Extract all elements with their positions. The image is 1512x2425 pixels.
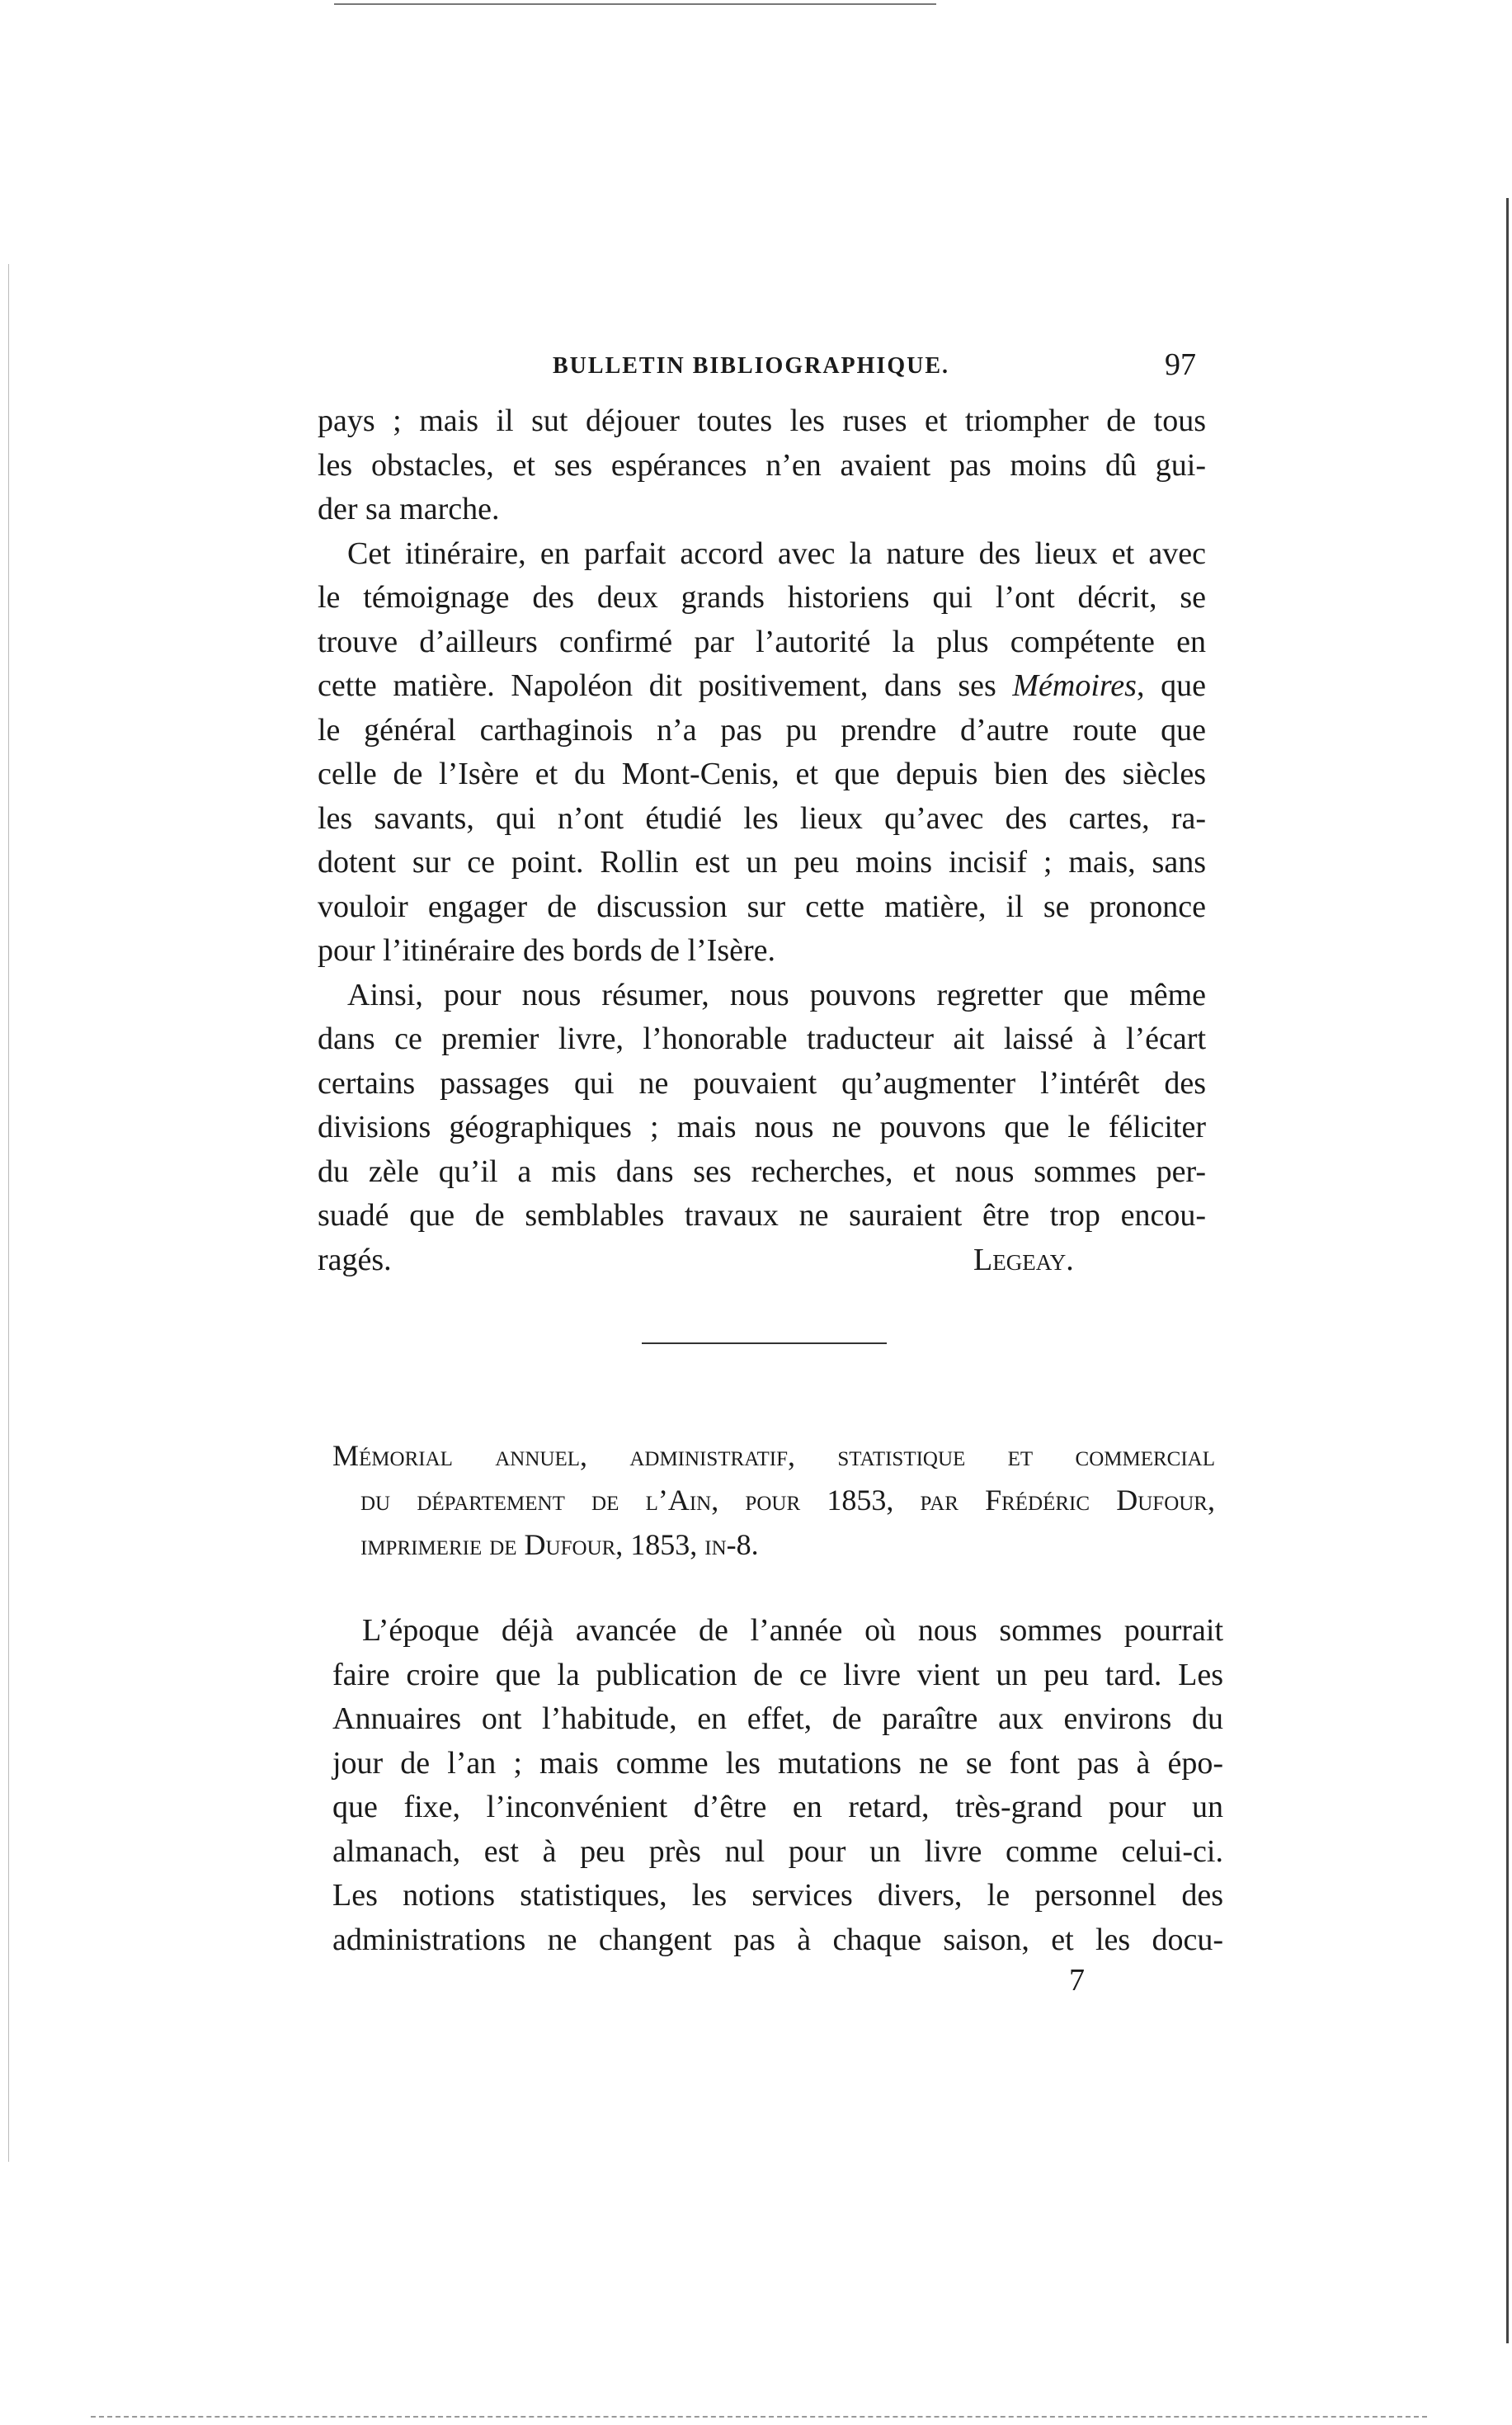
text-line: le témoignage des deux grands historiens qui l’ont décrit, se [318, 580, 1206, 615]
signature-mark: 7 [1069, 1963, 1085, 1998]
heading-line: imprimerie de Dufour, 1853, in-8. [360, 1528, 759, 1561]
text-line: Ainsi, pour nous résumer, nous pouvons regretter que même [347, 977, 1206, 1012]
text-line: Les notions statistiques, les services divers, le personnel des [332, 1878, 1223, 1913]
review-1-text [318, 399, 1206, 1282]
heading-line: du département de l’Ain, pour 1853, par Frédéric Dufour, [360, 1484, 1215, 1517]
text-line: divisions géographiques ; mais nous ne pouvons que le féliciter [318, 1110, 1206, 1144]
running-head [0, 347, 1512, 388]
last-line-text: ragés. [318, 1242, 392, 1277]
paragraph [318, 532, 1206, 974]
scan-edge-top [334, 3, 936, 5]
review-2-text [332, 1609, 1223, 1962]
text-line: les savants, qui n’ont étudié les lieux qu’avec des cartes, ra- [318, 800, 1206, 836]
text-line: dotent sur ce point. Rollin est un peu moins incisif ; mais, sans [318, 845, 1206, 880]
text-line: trouve d’ailleurs confirmé par l’autorité la plus compétente en [318, 624, 1206, 659]
text-line: du zèle qu’il a mis dans ses recherches, et nous sommes per- [318, 1154, 1206, 1189]
text-line: pour l’itinéraire des bords de l’Isère. [318, 933, 776, 968]
text-line: der sa marche. [318, 492, 500, 526]
italic-title: Mémoires [1012, 668, 1137, 703]
paragraph [318, 399, 1206, 532]
text-line: celle de l’Isère et du Mont-Cenis, et que depuis bien des siècles [318, 757, 1206, 791]
text-line: suadé que de semblables travaux ne sauraient être trop encou- [318, 1198, 1206, 1233]
text-line: jour de l’an ; mais comme les mutations ne se font pas à épo- [332, 1745, 1223, 1781]
text-line: pays ; mais il sut déjouer toutes les ruses et triompher de tous [318, 403, 1206, 438]
text-line: les obstacles, et ses espérances n’en avaient pas moins dû gui- [318, 447, 1206, 483]
text-line: almanach, est à peu près nul pour un livre comme celui-ci. [332, 1833, 1223, 1869]
scan-edge-bottom [91, 2416, 1427, 2418]
paragraph [318, 974, 1206, 1283]
text-line: dans ce premier livre, l’honorable traducteur ait laissé à l’écart [318, 1021, 1206, 1056]
scan-edge-left [8, 264, 9, 2162]
page-number: 97 [1165, 347, 1196, 382]
text-line: vouloir engager de discussion sur cette matière, il se prononce [318, 889, 1206, 924]
text-line: administrations ne changent pas à chaque saison, et les docu- [332, 1922, 1223, 1957]
heading-line: Mémorial annuel, administratif, statistique et commercial [332, 1439, 1215, 1472]
text-line [318, 1238, 1206, 1283]
text-line: que fixe, l’inconvénient d’être en retard, très-grand pour un [332, 1790, 1223, 1824]
text-line: certains passages qui ne pouvaient qu’augmenter l’intérêt des [318, 1065, 1206, 1101]
text-line: Cet itinéraire, en parfait accord avec la nature des lieux et avec [347, 535, 1206, 571]
text-line: L’époque déjà avancée de l’année où nous sommes pourrait [362, 1613, 1223, 1648]
text-line: le général carthaginois n’a pas pu prendre d’autre route que [318, 712, 1206, 748]
scan-edge-right [1506, 198, 1509, 2343]
author-signature: Legeay. [973, 1242, 1074, 1277]
text-line: cette matière. Napoléon dit positivement, dans ses Mémoires, que [318, 668, 1206, 703]
running-title: BULLETIN BIBLIOGRAPHIQUE. [553, 353, 949, 379]
section-separator [642, 1342, 887, 1344]
text-line: Annuaires ont l’habitude, en effet, de paraître aux environs du [332, 1701, 1223, 1736]
text-line: faire croire que la publication de ce livre vient un peu tard. Les [332, 1657, 1223, 1692]
review-2-heading [332, 1433, 1215, 1567]
